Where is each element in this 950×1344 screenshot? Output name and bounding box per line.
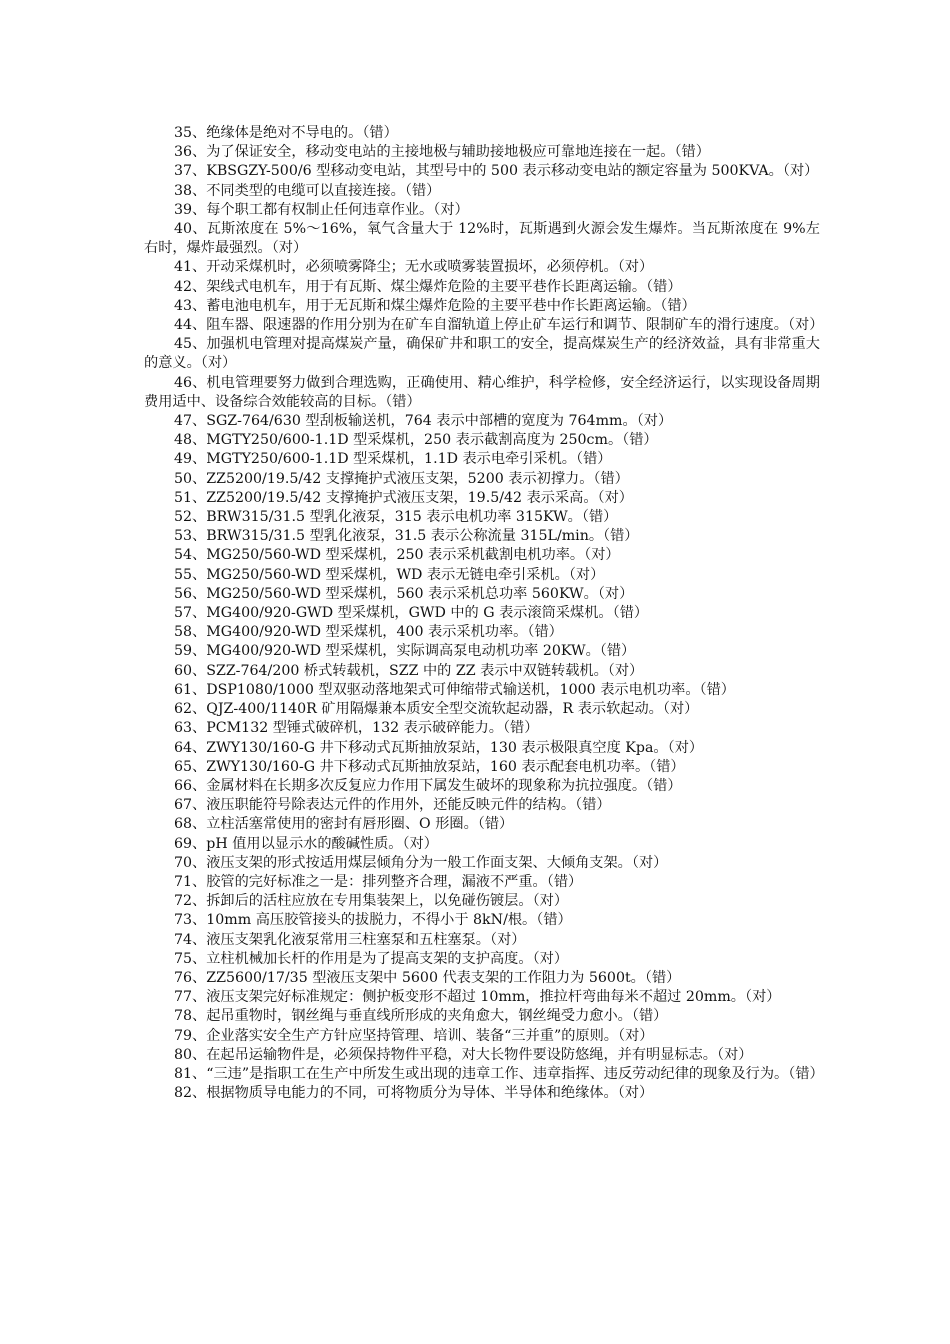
question-item: 57、MG400/920-GWD 型采煤机，GWD 中的 G 表示滚筒采煤机。（错） [174,605,649,622]
question-item: 63、PCM132 型锤式破碎机，132 表示破碎能力。（错） [174,720,539,737]
question-item: 42、架线式电机车，用于有瓦斯、煤尘爆炸危险的主要平巷作长距离运输。（错） [174,278,682,295]
question-item: 52、BRW315/31.5 型乳化液泵，315 表示电机功率 315KW。（错） [174,509,618,526]
question-item: 75、立柱机械加长杆的作用是为了提高支架的支护高度。（对） [174,950,569,967]
question-item: 35、绝缘体是绝对不导电的。（错） [174,125,398,141]
question-item: 68、立柱活塞常使用的密封有唇形圈、O 形圈。（错） [174,816,514,833]
question-item: 50、ZZ5200/19.5/42 支撑掩护式液压支架，5200 表示初撑力。（错） [174,470,629,487]
question-item: 76、ZZ5600/17/35 型液压支架中 5600 代表支架的工作阻力为 5600t。（错） [174,969,681,986]
question-item: 59、MG400/920-WD 型采煤机，实际调高泵电动机功率 20KW。（错） [174,643,636,660]
question-item: 48、MGTY250/600-1.1D 型采煤机，250 表示截割高度为 250cm。（错） [174,432,658,449]
question-item: 62、QJZ-400/1140R 矿用隔爆兼本质安全型交流软起动器，R 表示软起动。（对） [174,701,699,718]
question-item: 74、液压支架乳化液泵常用三柱塞泵和五柱塞泵。（对） [174,931,526,948]
question-item: 61、DSP1080/1000 型双驱动落地架式可伸缩带式输送机，1000 表示电机功率。（错） [174,681,735,698]
question-item: 80、在起吊运输物件是，必须保持物件平稳，对大长物件要设防悠绳，并有明显标志。（对） [174,1046,753,1063]
question-item: 78、起吊重物时，钢丝绳与垂直线所形成的夹角愈大，钢丝绳受力愈小。（错） [174,1008,668,1025]
question-item: 41、开动采煤机时，必须喷雾降尘；无水或喷雾装置损坏，必须停机。（对） [174,259,654,276]
question-item: 45、加强机电管理对提高煤炭产量，确保矿井和职工的安全，提高煤炭生产的经济效益，具有非常重大的意义。（对） [144,336,820,372]
question-item: 44、阻车器、限速器的作用分别为在矿车自溜轨道上停止矿车运行和调节、限制矿车的滑行速度。（对） [174,317,824,334]
question-item: 70、液压支架的形式按适用煤层倾角分为一般工作面支架、大倾角支架。（对） [174,854,668,871]
question-item: 79、企业落实安全生产方针应坚持管理、培训、装备“三并重”的原则。（对） [174,1027,654,1044]
question-item: 51、ZZ5200/19.5/42 支撑掩护式液压支架，19.5/42 表示采高。（对） [174,489,633,506]
question-item: 58、MG400/920-WD 型采煤机，400 表示采机功率。（错） [174,624,563,641]
question-item: 73、10mm 高压胶管接头的拔脱力，不得小于 8kN/根。（错） [174,912,572,929]
question-item: 65、ZWY130/160-G 井下移动式瓦斯抽放泵站，160 表示配套电机功率。（错） [174,758,685,775]
question-item: 69、pH 值用以显示水的酸碱性质。（对） [174,835,438,852]
question-item: 56、MG250/560-WD 型采煤机，560 表示采机总功率 560KW。（对） [174,585,634,602]
question-item: 54、MG250/560-WD 型采煤机，250 表示采机截割电机功率。（对） [174,547,620,564]
question-item: 71、胶管的完好标准之一是：排列整齐合理，漏液不严重。（错） [174,873,583,890]
question-item: 47、SGZ-764/630 型刮板输送机，764 表示中部槽的宽度为 764mm。（对） [174,413,673,430]
question-item: 66、金属材料在长期多次反复应力作用下属发生破坏的现象称为抗拉强度。（错） [174,777,682,794]
question-item: 36、为了保证安全，移动变电站的主接地极与辅助接地极应可靠地连接在一起。（错） [174,144,710,161]
question-item: 55、MG250/560-WD 型采煤机，WD 表示无链电牵引采机。（对） [174,566,605,583]
question-item: 64、ZWY130/160-G 井下移动式瓦斯抽放泵站，130 表示极限真空度 Kpa。（对） [174,739,704,756]
question-item: 77、液压支架完好标准规定：侧护板变形不超过 10mm，推拉杆弯曲每米不超过 20mm。（对） [174,989,781,1006]
question-item: 39、每个职工都有权制止任何违章作业。（对） [174,201,469,218]
question-item: 82、根据物质导电能力的不同，可将物质分为导体、半导体和绝缘体。（对） [174,1085,654,1102]
question-item: 60、SZZ-764/200 桥式转载机，SZZ 中的 ZZ 表示中双链转载机。（对） [174,662,644,679]
question-item: 81、“三违”是指职工在生产中所发生或出现的违章工作、违章指挥、违反劳动纪律的现象及行为。（错） [174,1065,824,1082]
question-item: 37、KBSGZY-500/6 型移动变电站，其型号中的 500 表示移动变电站的额定容量为 500KVA。（对） [174,163,819,180]
question-item: 46、机电管理要努力做到合理选购，正确使用、精心维护，科学检修，安全经济运行，以实现设备周期费用适中、设备综合效能较高的目标。（错） [144,374,820,410]
question-item: 49、MGTY250/600-1.1D 型采煤机，1.1D 表示电牵引采机。（错） [174,451,612,468]
question-item: 43、蓄电池电机车，用于无瓦斯和煤尘爆炸危险的主要平巷中作长距离运输。（错） [174,297,696,314]
question-item: 53、BRW315/31.5 型乳化液泵，31.5 表示公称流量 315L/min。（错） [174,528,639,545]
question-item: 72、拆卸后的活柱应放在专用集装架上，以免碰伤镀层。（对） [174,893,569,910]
question-item: 40、瓦斯浓度在 5%～16%，氧气含量大于 12%时，瓦斯遇到火源会发生爆炸。当瓦斯浓度在 9%左右时，爆炸最强烈。（对） [144,221,820,257]
question-list [144,124,824,1103]
question-item: 38、不同类型的电缆可以直接连接。（错） [174,182,441,199]
question-item: 67、液压职能符号除表达元件的作用外，还能反映元件的结构。（错） [174,797,611,814]
